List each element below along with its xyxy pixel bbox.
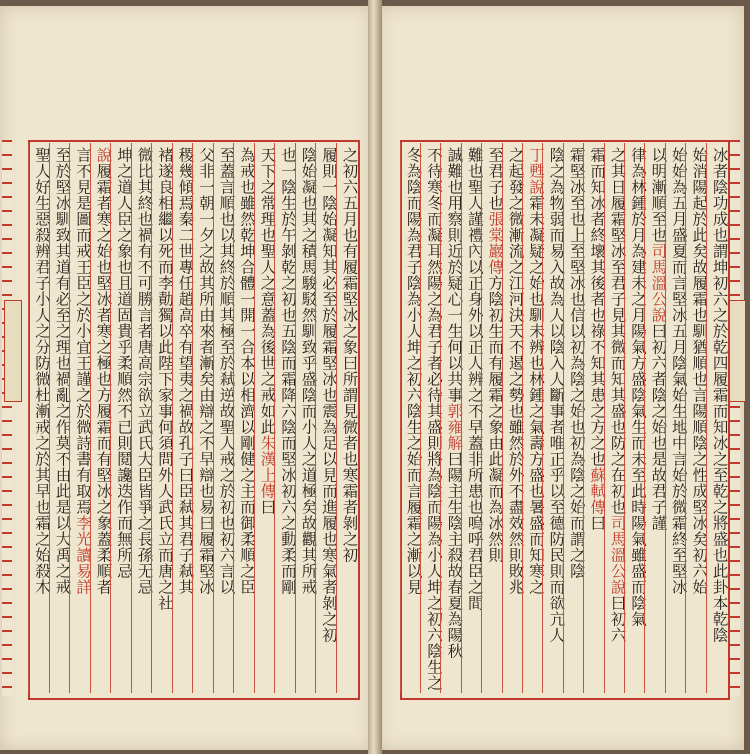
text-run: 冰者陰功成也謂坤初六之於乾四履霜而知冰之至乾之將盛也此卦本乾陰	[710, 147, 729, 643]
text-run: 天下之常理也聖人之意蓋為後世之戒如此	[258, 147, 277, 435]
text-run: 始消陽起於此矣故履霜也馴猶順也言陽順陰之性成堅冰矣初六始	[690, 147, 709, 595]
red-citation: 司馬溫公說	[608, 515, 627, 595]
text-run: 父非一朝一夕之故其所由來者漸矣由辯之不早辯也易曰履霜堅冰	[197, 147, 215, 595]
red-citation: 郭雍解	[445, 403, 464, 451]
red-citation: 朱漢上傳	[258, 435, 277, 499]
text-run: 至於堅冰馴致其道有必至之理也禍亂之作莫不由此是以大禹之戒	[53, 147, 72, 595]
text-run: 言不見是圖而戒王臣之於小宜王謹之於微詩書有取焉	[74, 147, 92, 515]
text-run: 陰始凝也其之積馬駿駁然馴致乎盛陰而小人之道極矣故觀其所戒	[299, 147, 318, 595]
left-margin-strip	[2, 140, 12, 696]
column-text	[709, 147, 731, 693]
text-run: 之其日履霜堅冰至君子見其微而知其盛也防之在初也	[608, 147, 627, 515]
text-run: 霜而知冰者終壞其後者也祿不知其患之方之也	[588, 147, 607, 467]
red-citation: 丁甦說	[527, 147, 545, 195]
book-gutter	[368, 0, 382, 754]
red-citation: 張棠巖傳	[486, 211, 505, 275]
red-citation: 說	[94, 147, 113, 163]
text-run: 曰	[588, 515, 607, 531]
text-run: 律為林鍾於月為建未之月陽氣方盛陰氣生而未至此時陽氣雖盛而陰氣	[629, 147, 647, 627]
left-edge-tab	[4, 300, 22, 402]
text-run: 曰陽主生陰主殺故春夏為陽秋	[445, 451, 464, 659]
text-run: 之初六五月也有履霜堅冰之象曰所謂見微者也寒霜者剝之初	[340, 147, 359, 563]
text-run: 微比其終也禍有不可勝言者唐高宗欲立武氏大臣皆爭之長孫无忌	[135, 147, 154, 595]
text-run: 曰初六者陰之始也是故君子謹	[649, 323, 668, 531]
text-run: 不待寒冬而凝耳然陽之為君子者必待其盛則將為陰而陽為小人坤之初六陰生之	[425, 147, 443, 691]
text-column	[706, 143, 734, 693]
red-citation: 李光讀易詳	[74, 515, 92, 595]
text-run: 聖人好生惡殺辨君子小人之分防微杜漸戒之於其早也霜之始殺木	[33, 147, 51, 595]
text-run: 至蓋言順也以其終於順其極至於弒逆故聖人戒之於初也初六言以	[217, 147, 236, 595]
text-run: 霜堅冰至也上至堅冰也信以初為陰之始也初為陰之始而謂之陰	[567, 147, 586, 579]
text-run: 始始為五月盛夏而言堅冰五月陰氣始生地中言始於微霜終至堅冰	[669, 147, 688, 595]
text-run: 霜未凝疑之始也馴未辨也林鍾之氣壽方盛也暑盛而知寒之	[527, 195, 545, 595]
text-run: 誠難也用察則近於疑心一生何以共事	[445, 147, 464, 403]
text-run: 也一陰生於午剝乾之初也五陰而霜降六陰而堅冰初六之動柔而剛	[279, 147, 297, 595]
text-run: 冬為陰而陽為君子陰為小人坤之初六陰生之始而言履霜之漸以見	[404, 147, 423, 595]
text-run: 陰之為物弱而易入故為人以陰入人斷事者唯正乎以至德防民則而欲亢人	[547, 147, 566, 643]
text-run: 為戒也雖然乾坤合體一開一合本以相濟以剛健之主而御柔順之臣	[238, 147, 256, 595]
text-run: 曰	[258, 499, 277, 515]
text-run: 履霜者寒之始也堅冰者寒之極也方履霜而有堅冰之象蓋柔順者	[94, 163, 113, 595]
text-run: 褚遂良相繼以死而李勣獨以此陛下家事何須問外人武氏立而唐之社	[156, 147, 174, 611]
text-run: 之起發之微漸流之江河決天不遏之勢也雖然於外不盡效然則敗兆	[506, 147, 525, 595]
text-run: 稷幾傾焉秦二世專任趙高卒有望夷之禍故孔子曰臣弒其君子弒其	[176, 147, 195, 595]
text-run: 坤之道人臣之象也且道固貴乎柔順然不已則鬩讒迭作而無所忌	[115, 147, 133, 579]
text-column	[336, 143, 364, 693]
red-citation: 司馬溫公說	[649, 243, 668, 323]
red-citation: 蘇軾傳	[588, 467, 607, 515]
text-run: 曰初六	[608, 595, 627, 643]
text-run: 履則一陰始凝知其必至於履霜堅冰也震為足以見而進履也寒氣者剝之初	[320, 147, 338, 643]
text-run: 以明漸順至也	[649, 147, 668, 243]
text-run: 難也聖人謹禮內以正身外以正人辨之不早蓋非所患也嗚呼君臣之間	[465, 147, 484, 611]
text-run: 方陰初生而有履霜之象由此凝而為冰然則	[486, 275, 505, 563]
text-run: 至君子也	[486, 147, 505, 211]
column-text	[339, 147, 361, 693]
